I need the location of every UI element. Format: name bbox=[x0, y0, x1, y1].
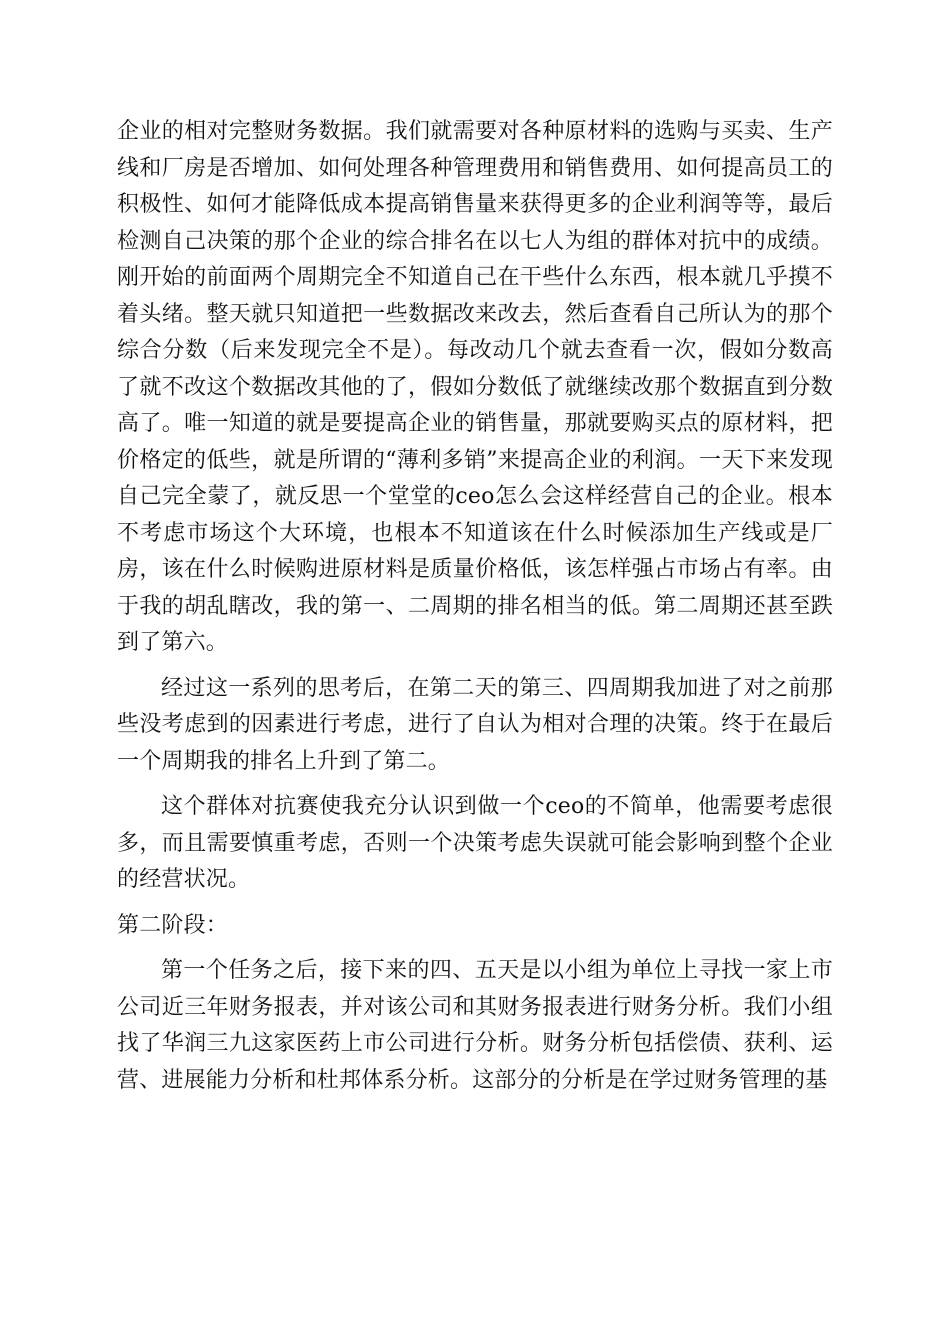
body-paragraph-3: 这个群体对抗赛使我充分认识到做一个ceo的不简单，他需要考虑很多，而且需要慎重考虑，否则一个决策考虑失误就可能会影响到整个企业的经营状况。 bbox=[117, 794, 833, 892]
section-heading-stage-two: 第二阶段： bbox=[117, 912, 229, 938]
body-paragraph-4: 第一个任务之后，接下来的四、五天是以小组为单位上寻找一家上市公司近三年财务报表，并对该公司和其财务报表进行财务分析。我们小组找了华润三九这家医药上市公司进行分析。财务分析包括偿债、获利、运营、进展能力分析和杜邦体系分析。这部分的分析是在学过财务管理的基 bbox=[117, 958, 833, 1093]
body-paragraph-1: 企业的相对完整财务数据。我们就需要对各种原材料的选购与买卖、生产线和厂房是否增加、如何处理各种管理费用和销售费用、如何提高员工的积极性、如何才能降低成本提高销售量来获得更多的企业利润等等，最后检测自己决策的那个企业的综合排名在以七人为组的群体对抗中的成绩。刚开始的前面两个周期完全不知道自己在干些什么东西，根本就几乎摸不着头绪。整天就只知道把一些数据改来改去，然后查看自己所认为的那个综合分数（后来发现完全不是）。每改动几个就去查看一次，假如分数高了就不改这个数据改其他的了，假如分数低了就继续改那个数据直到分数高了。唯一知道的就是要提高企业的销售量，那就要购买点的原材料，把价格定的低些，就是所谓的“薄利多销”来提高企业的利润。一天下来发现自己完全蒙了，就反思一个堂堂的ceo怎么会这样经营自己的企业。根本不考虑市场这个大环境，也根本不知道该在什么时候添加生产线或是厂房，该在什么时候购进原材料是质量价格低，该怎样强占市场占有率。由于我的胡乱瞎改，我的第一、二周期的排名相当的低。第二周期还甚至跌到了第六。 bbox=[117, 119, 833, 655]
document-page bbox=[117, 114, 833, 1108]
body-paragraph-2: 经过这一系列的思考后，在第二天的第三、四周期我加进了对之前那些没考虑到的因素进行考虑，进行了自认为相对合理的决策。终于在最后一个周期我的排名上升到了第二。 bbox=[117, 675, 833, 774]
